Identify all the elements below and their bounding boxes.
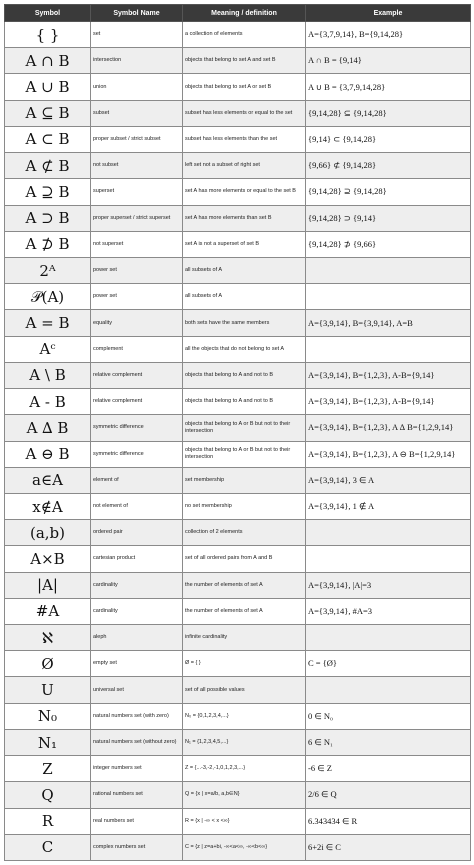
set-symbols-table xyxy=(4,4,471,861)
symbol-name-cell: universal set xyxy=(91,677,183,703)
meaning-cell: set A is not a superset of set B xyxy=(183,231,306,257)
symbol-name-cell: real numbers set xyxy=(91,808,183,834)
symbol-name-cell: empty set xyxy=(91,651,183,677)
meaning-cell: N₀ = {0,1,2,3,4,...} xyxy=(183,703,306,729)
table-row xyxy=(5,257,471,283)
symbol-cell: R xyxy=(5,808,91,834)
symbol-name-cell: relative complement xyxy=(91,389,183,415)
table-row xyxy=(5,153,471,179)
meaning-cell: all subsets of A xyxy=(183,284,306,310)
symbol-name-cell: natural numbers set (with zero) xyxy=(91,703,183,729)
meaning-cell: set of all ordered pairs from A and B xyxy=(183,546,306,572)
example-cell: 6+2i ∈ C xyxy=(306,834,471,860)
symbol-name-cell: symmetric difference xyxy=(91,441,183,467)
table-row xyxy=(5,572,471,598)
example-cell: {9,14} ⊂ {9,14,28} xyxy=(306,126,471,152)
symbol-name-cell: power set xyxy=(91,284,183,310)
example-cell: A ∩ B = {9,14} xyxy=(306,48,471,74)
table-row xyxy=(5,546,471,572)
symbol-cell: |A| xyxy=(5,572,91,598)
symbol-name-cell: rational numbers set xyxy=(91,782,183,808)
example-cell: 6.343434 ∈ R xyxy=(306,808,471,834)
table-row xyxy=(5,703,471,729)
example-cell: A={3,9,14}, #A=3 xyxy=(306,598,471,624)
example-cell: C = {Ø} xyxy=(306,651,471,677)
table-row xyxy=(5,205,471,231)
table-row xyxy=(5,729,471,755)
meaning-cell: a collection of elements xyxy=(183,22,306,48)
table-row xyxy=(5,520,471,546)
table-row xyxy=(5,598,471,624)
table-row xyxy=(5,231,471,257)
table-row xyxy=(5,284,471,310)
example-cell: {9,14,28} ⊃ {9,14} xyxy=(306,205,471,231)
table-row xyxy=(5,100,471,126)
symbol-cell: U xyxy=(5,677,91,703)
table-row xyxy=(5,441,471,467)
meaning-cell: objects that belong to A and not to B xyxy=(183,389,306,415)
symbol-cell: 2ᴬ xyxy=(5,257,91,283)
symbol-name-cell: cardinality xyxy=(91,572,183,598)
meaning-cell: objects that belong to A and not to B xyxy=(183,362,306,388)
meaning-cell: set membership xyxy=(183,467,306,493)
table-row xyxy=(5,362,471,388)
example-cell: 6 ∈ N₁ xyxy=(306,729,471,755)
example-cell: A={3,9,14}, B={1,2,3}, A ⊖ B={1,2,9,14} xyxy=(306,441,471,467)
meaning-cell: set of all possible values xyxy=(183,677,306,703)
symbol-name-cell: not element of xyxy=(91,493,183,519)
example-cell: A={3,9,14}, 1 ∉ A xyxy=(306,493,471,519)
meaning-cell: objects that belong to set A and set B xyxy=(183,48,306,74)
header-symbol: Symbol xyxy=(5,5,91,22)
symbol-name-cell: complex numbers set xyxy=(91,834,183,860)
symbol-name-cell: cartesian product xyxy=(91,546,183,572)
example-cell: {9,66} ⊄ {9,14,28} xyxy=(306,153,471,179)
symbol-cell: (a,b) xyxy=(5,520,91,546)
table-header xyxy=(5,5,471,22)
example-cell: 2/6 ∈ Q xyxy=(306,782,471,808)
meaning-cell: the number of elements of set A xyxy=(183,572,306,598)
meaning-cell: collection of 2 elements xyxy=(183,520,306,546)
header-example: Example xyxy=(306,5,471,22)
meaning-cell: subset has less elements or equal to the set xyxy=(183,100,306,126)
meaning-cell: the number of elements of set A xyxy=(183,598,306,624)
symbol-name-cell: relative complement xyxy=(91,362,183,388)
symbol-name-cell: not subset xyxy=(91,153,183,179)
example-cell xyxy=(306,677,471,703)
table-row xyxy=(5,389,471,415)
table-row xyxy=(5,625,471,651)
symbol-cell: A \ B xyxy=(5,362,91,388)
meaning-cell: R = {x | -∞ < x <∞} xyxy=(183,808,306,834)
symbol-cell: 𝒫(A) xyxy=(5,284,91,310)
table-row xyxy=(5,48,471,74)
meaning-cell: Q = {x | x=a/b, a,b∈N} xyxy=(183,782,306,808)
header-symbol-name: Symbol Name xyxy=(91,5,183,22)
table-row xyxy=(5,126,471,152)
symbol-name-cell: element of xyxy=(91,467,183,493)
example-cell: A={3,9,14}, B={1,2,3}, A-B={9,14} xyxy=(306,362,471,388)
symbol-cell: { } xyxy=(5,22,91,48)
symbol-cell: A ∪ B xyxy=(5,74,91,100)
example-cell: {9,14,28} ⊇ {9,14,28} xyxy=(306,179,471,205)
symbol-cell: C xyxy=(5,834,91,860)
symbol-cell: A ⊇ B xyxy=(5,179,91,205)
table-row xyxy=(5,808,471,834)
symbol-name-cell: proper superset / strict superset xyxy=(91,205,183,231)
symbol-name-cell: cardinality xyxy=(91,598,183,624)
symbol-cell: #A xyxy=(5,598,91,624)
table-row xyxy=(5,834,471,860)
symbol-cell: Ø xyxy=(5,651,91,677)
meaning-cell: objects that belong to A or B but not to their intersection xyxy=(183,441,306,467)
table-row xyxy=(5,22,471,48)
symbol-cell: a∈A xyxy=(5,467,91,493)
symbol-name-cell: not superset xyxy=(91,231,183,257)
meaning-cell: infinite cardinality xyxy=(183,625,306,651)
symbol-cell: N₀ xyxy=(5,703,91,729)
table-row xyxy=(5,651,471,677)
meaning-cell: C = {z | z=a+bi, -∞<a<∞, -∞<b<∞} xyxy=(183,834,306,860)
header-meaning: Meaning / definition xyxy=(183,5,306,22)
symbol-cell: A×B xyxy=(5,546,91,572)
example-cell xyxy=(306,257,471,283)
symbol-cell: N₁ xyxy=(5,729,91,755)
example-cell: A={3,9,14}, 3 ∈ A xyxy=(306,467,471,493)
symbol-cell: A ⊖ B xyxy=(5,441,91,467)
example-cell: A={3,9,14}, B={1,2,3}, A ∆ B={1,2,9,14} xyxy=(306,415,471,441)
symbol-cell: A = B xyxy=(5,310,91,336)
example-cell: A={3,9,14}, B={1,2,3}, A-B={9,14} xyxy=(306,389,471,415)
example-cell: {9,14,28} ⊅ {9,66} xyxy=(306,231,471,257)
table-row xyxy=(5,467,471,493)
example-cell xyxy=(306,546,471,572)
symbol-name-cell: intersection xyxy=(91,48,183,74)
meaning-cell: objects that belong to set A or set B xyxy=(183,74,306,100)
meaning-cell: set A has more elements than set B xyxy=(183,205,306,231)
table-row xyxy=(5,677,471,703)
symbol-cell: A - B xyxy=(5,389,91,415)
meaning-cell: Ø = { } xyxy=(183,651,306,677)
meaning-cell: both sets have the same members xyxy=(183,310,306,336)
table-row xyxy=(5,74,471,100)
symbol-name-cell: equality xyxy=(91,310,183,336)
symbol-cell: A ⊄ B xyxy=(5,153,91,179)
example-cell: A={3,9,14}, |A|=3 xyxy=(306,572,471,598)
meaning-cell: no set membership xyxy=(183,493,306,519)
symbol-cell: Aᶜ xyxy=(5,336,91,362)
example-cell: A={3,9,14}, B={3,9,14}, A=B xyxy=(306,310,471,336)
meaning-cell: N₁ = {1,2,3,4,5,...} xyxy=(183,729,306,755)
table-row xyxy=(5,310,471,336)
meaning-cell: subset has less elements than the set xyxy=(183,126,306,152)
symbol-name-cell: complement xyxy=(91,336,183,362)
table-row xyxy=(5,782,471,808)
table-row xyxy=(5,179,471,205)
meaning-cell: set A has more elements or equal to the set B xyxy=(183,179,306,205)
symbol-name-cell: proper subset / strict subset xyxy=(91,126,183,152)
symbol-cell: A ⊆ B xyxy=(5,100,91,126)
table-row xyxy=(5,336,471,362)
symbol-name-cell: integer numbers set xyxy=(91,756,183,782)
symbol-name-cell: union xyxy=(91,74,183,100)
symbol-cell: ℵ xyxy=(5,625,91,651)
table-row xyxy=(5,415,471,441)
table-body xyxy=(5,22,471,861)
symbol-cell: A ∩ B xyxy=(5,48,91,74)
symbol-name-cell: subset xyxy=(91,100,183,126)
symbol-name-cell: power set xyxy=(91,257,183,283)
symbol-name-cell: aleph xyxy=(91,625,183,651)
example-cell xyxy=(306,284,471,310)
example-cell: A ∪ B = {3,7,9,14,28} xyxy=(306,74,471,100)
symbol-name-cell: set xyxy=(91,22,183,48)
example-cell xyxy=(306,336,471,362)
symbol-cell: A ∆ B xyxy=(5,415,91,441)
table-row xyxy=(5,756,471,782)
example-cell xyxy=(306,625,471,651)
symbol-cell: Z xyxy=(5,756,91,782)
symbol-cell: Q xyxy=(5,782,91,808)
example-cell: 0 ∈ N₀ xyxy=(306,703,471,729)
meaning-cell: objects that belong to A or B but not to their intersection xyxy=(183,415,306,441)
symbol-cell: A ⊅ B xyxy=(5,231,91,257)
example-cell: {9,14,28} ⊆ {9,14,28} xyxy=(306,100,471,126)
example-cell xyxy=(306,520,471,546)
symbol-name-cell: natural numbers set (without zero) xyxy=(91,729,183,755)
meaning-cell: Z = {...-3,-2,-1,0,1,2,3,...} xyxy=(183,756,306,782)
meaning-cell: left set not a subset of right set xyxy=(183,153,306,179)
symbol-name-cell: symmetric difference xyxy=(91,415,183,441)
symbol-cell: A ⊃ B xyxy=(5,205,91,231)
symbol-cell: A ⊂ B xyxy=(5,126,91,152)
example-cell: A={3,7,9,14}, B={9,14,28} xyxy=(306,22,471,48)
meaning-cell: all subsets of A xyxy=(183,257,306,283)
symbol-cell: x∉A xyxy=(5,493,91,519)
table-row xyxy=(5,493,471,519)
symbol-name-cell: superset xyxy=(91,179,183,205)
meaning-cell: all the objects that do not belong to set A xyxy=(183,336,306,362)
example-cell: -6 ∈ Z xyxy=(306,756,471,782)
symbol-name-cell: ordered pair xyxy=(91,520,183,546)
